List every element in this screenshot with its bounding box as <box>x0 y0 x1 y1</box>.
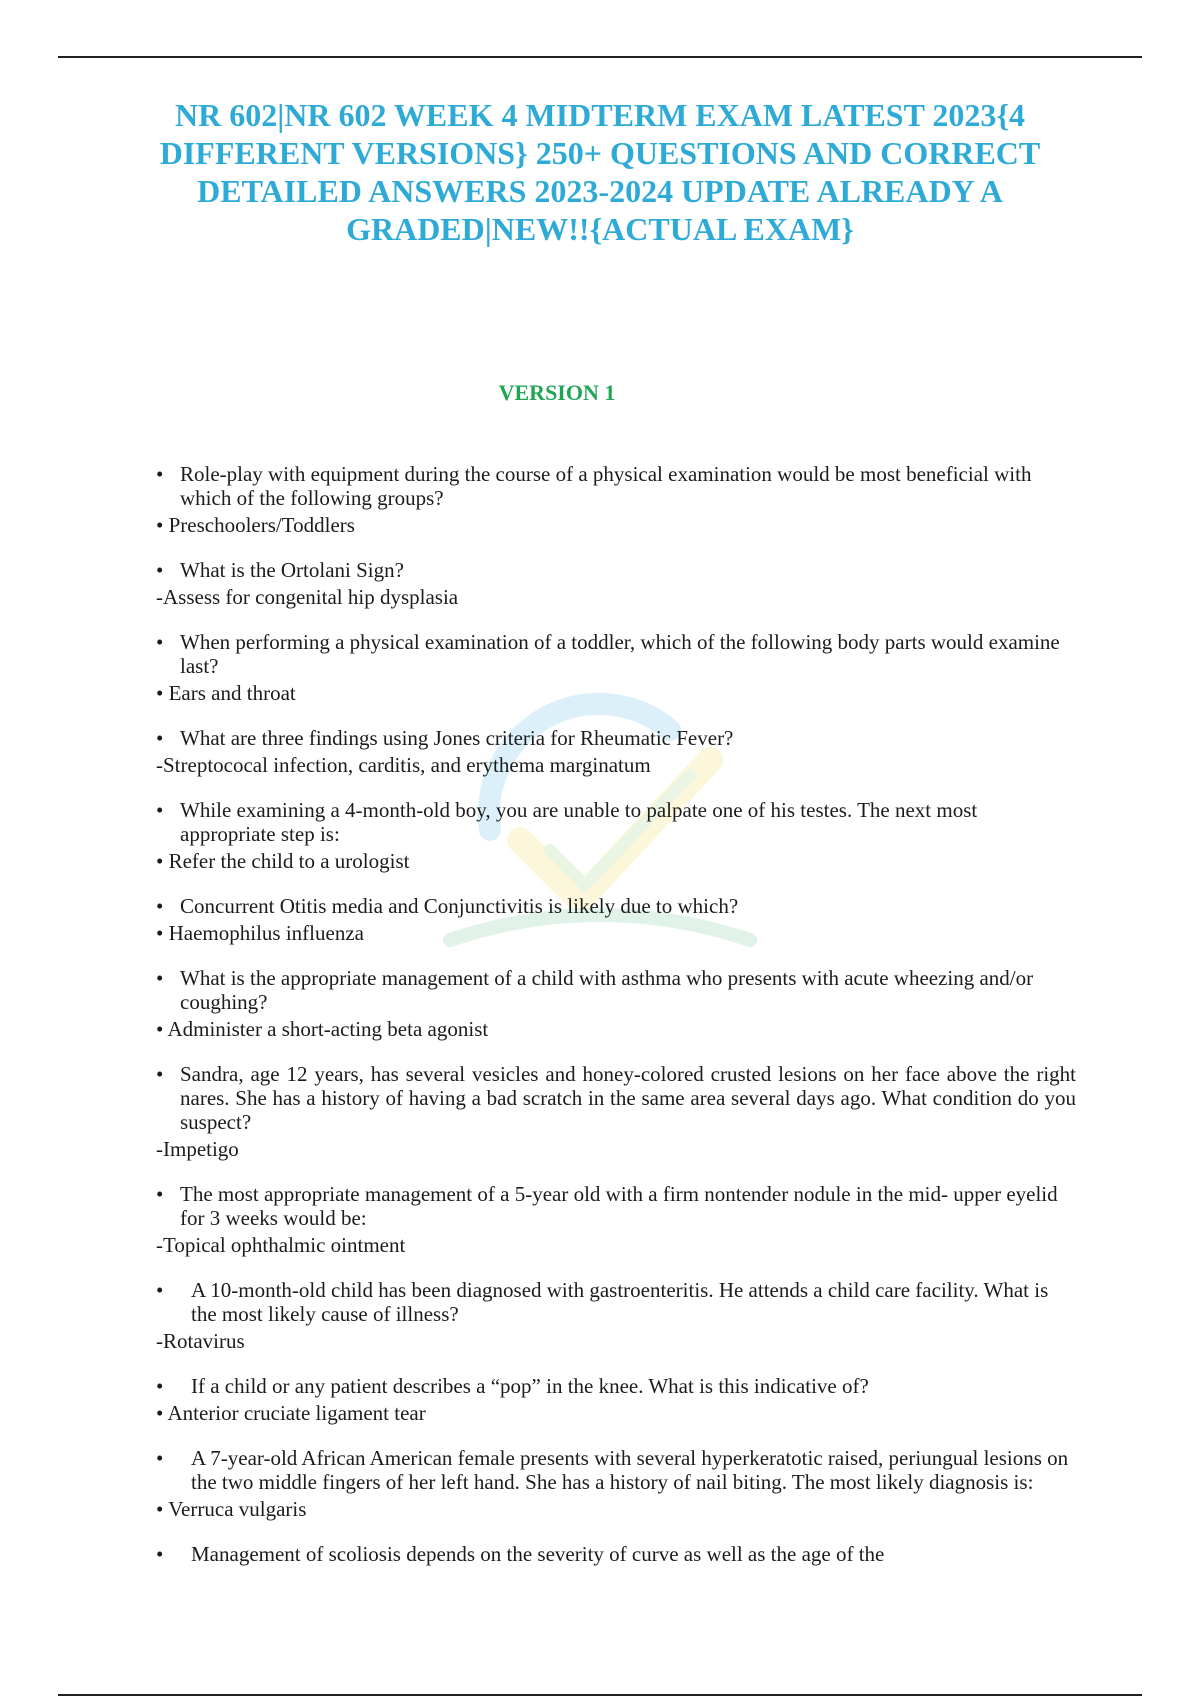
qa-item <box>156 726 1076 777</box>
answer: • Preschoolers/Toddlers <box>156 513 355 537</box>
bullet: • <box>156 726 164 750</box>
bullet: • <box>156 558 164 582</box>
question <box>156 894 1076 918</box>
answer: -Streptococal infection, carditis, and erythema marginatum <box>156 753 651 777</box>
qa-item <box>156 1278 1076 1353</box>
answer: • Ears and throat <box>156 681 296 705</box>
answer: • Anterior cruciate ligament tear <box>156 1401 426 1425</box>
question <box>156 798 1076 846</box>
bullet: • <box>156 1278 164 1302</box>
question-text: Sandra, age 12 years, has several vesicles and honey-colored crusted lesions on her face above the right nares. She has a history of having a bad scratch in the same area several days ago. What condition do you suspect? <box>180 1062 1076 1134</box>
question-list <box>156 462 1076 1587</box>
question-text: If a child or any patient describes a “pop” in the knee. What is this indicative of? <box>191 1374 869 1398</box>
bullet: • <box>156 462 164 486</box>
version-heading: VERSION 1 <box>498 380 616 405</box>
answer: -Assess for congenital hip dysplasia <box>156 585 459 609</box>
question-text: Role-play with equipment during the course of a physical examination would be most beneficial with which of the following groups? <box>180 462 1032 510</box>
question <box>156 1374 1076 1398</box>
answer: • Refer the child to a urologist <box>156 849 410 873</box>
question <box>156 558 1076 582</box>
qa-item <box>156 894 1076 945</box>
question-text: What is the appropriate management of a child with asthma who presents with acute wheezing and/or coughing? <box>180 966 1034 1014</box>
question <box>156 630 1076 678</box>
question <box>156 1278 1076 1326</box>
question <box>156 1446 1076 1494</box>
top-rule <box>58 56 1142 58</box>
bullet: • <box>156 1062 164 1086</box>
bullet: • <box>156 1374 164 1398</box>
question <box>156 462 1076 510</box>
question <box>156 966 1076 1014</box>
question-text: While examining a 4-month-old boy, you are unable to palpate one of his testes. The next most appropriate step is: <box>180 798 978 846</box>
bullet: • <box>156 1182 164 1206</box>
answer: -Impetigo <box>156 1137 239 1161</box>
qa-item <box>156 1062 1076 1161</box>
qa-item <box>156 798 1076 873</box>
question-text: What is the Ortolani Sign? <box>180 558 404 582</box>
bullet: • <box>156 966 164 990</box>
question-text: The most appropriate management of a 5-year old with a firm nontender nodule in the mid- upper eyelid for 3 weeks would be: <box>180 1182 1058 1230</box>
question-text: Management of scoliosis depends on the severity of curve as well as the age of the <box>191 1542 885 1566</box>
question-text: What are three findings using Jones criteria for Rheumatic Fever? <box>180 726 734 750</box>
qa-item <box>156 558 1076 609</box>
answer: -Topical ophthalmic ointment <box>156 1233 406 1257</box>
answer: • Administer a short-acting beta agonist <box>156 1017 489 1041</box>
question-text: A 10-month-old child has been diagnosed with gastroenteritis. He attends a child care facility. What is the most likely cause of illness? <box>191 1278 1049 1326</box>
answer: -Rotavirus <box>156 1329 245 1353</box>
bullet: • <box>156 1542 164 1566</box>
question-text: A 7-year-old African American female presents with several hyperkeratotic raised, periungual lesions on the two middle fingers of her left hand. She has a history of nail biting. The most likely diagnosis is: <box>191 1446 1069 1494</box>
question-text: When performing a physical examination of a toddler, which of the following body parts would examine last? <box>180 630 1060 678</box>
question <box>156 1182 1076 1230</box>
answer: • Haemophilus influenza <box>156 921 364 945</box>
qa-item <box>156 630 1076 705</box>
qa-item <box>156 966 1076 1041</box>
bullet: • <box>156 798 164 822</box>
qa-item <box>156 1542 1076 1566</box>
question <box>156 726 1076 750</box>
bottom-rule <box>58 1694 1142 1696</box>
bullet: • <box>156 894 164 918</box>
document-title: NR 602|NR 602 WEEK 4 MIDTERM EXAM LATEST 2023{4 DIFFERENT VERSIONS} 250+ QUESTIONS AND CORRECT DETAILED ANSWERS 2023-2024 UPDATE ALREADY A GRADED|NEW!!{ACTUAL EXAM} <box>159 97 1041 247</box>
question <box>156 1542 1076 1566</box>
question-text: Concurrent Otitis media and Conjunctivitis is likely due to which? <box>180 894 739 918</box>
question <box>156 1062 1076 1134</box>
qa-item <box>156 462 1076 537</box>
qa-item <box>156 1446 1076 1521</box>
qa-item <box>156 1182 1076 1257</box>
qa-item <box>156 1374 1076 1425</box>
bullet: • <box>156 630 164 654</box>
answer: • Verruca vulgaris <box>156 1497 307 1521</box>
bullet: • <box>156 1446 164 1470</box>
